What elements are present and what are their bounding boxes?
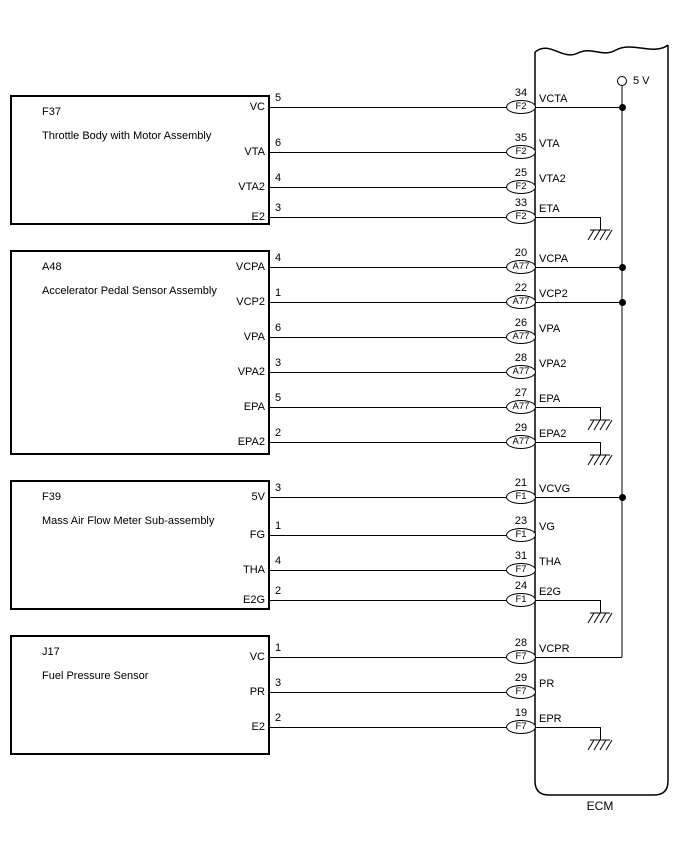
ecm-pin-number: 19 [514, 707, 528, 719]
ground-icon [587, 739, 613, 751]
ground-icon [587, 454, 613, 466]
ecm-signal-label: EPA2 [539, 428, 567, 440]
ecm-pin-number: 21 [514, 477, 528, 489]
ecm-pin-number: 29 [514, 672, 528, 684]
junction-dot [619, 299, 626, 306]
component-pin-label: EPA [243, 401, 265, 413]
component-name: Throttle Body with Motor Assembly [42, 130, 212, 142]
wire-line [270, 692, 535, 693]
component-pin-label: VTA2 [238, 181, 265, 193]
component-name: Accelerator Pedal Sensor Assembly [42, 285, 217, 297]
component-name: Fuel Pressure Sensor [42, 670, 149, 682]
supply-voltage-label: 5 V [633, 75, 650, 87]
wire-number: 4 [275, 172, 282, 184]
connector-badge: F7 [506, 685, 536, 699]
component-box-a48 [10, 250, 270, 455]
wire-line [270, 442, 600, 443]
ecm-pin-number: 28 [514, 637, 528, 649]
wire-line [270, 570, 535, 571]
wire-number: 2 [275, 585, 282, 597]
wire-number: 5 [275, 392, 282, 404]
ecm-signal-label: VPA [539, 323, 561, 335]
connector-badge: F7 [506, 650, 536, 664]
connector-badge: F2 [506, 210, 536, 224]
connector-badge: F7 [506, 563, 536, 577]
connector-badge: A77 [506, 435, 536, 449]
ecm-signal-label: ETA [539, 203, 560, 215]
ecm-signal-label: E2G [539, 586, 562, 598]
wire-number: 4 [275, 252, 282, 264]
wire-line [270, 107, 622, 108]
ecm-pin-number: 22 [514, 282, 528, 294]
ecm-pin-number: 35 [514, 132, 528, 144]
junction-dot [619, 104, 626, 111]
wire-number: 1 [275, 287, 282, 299]
ecm-signal-label: VTA2 [539, 173, 566, 185]
ecm-pin-number: 31 [514, 550, 528, 562]
connector-badge: F2 [506, 145, 536, 159]
connector-badge: A77 [506, 400, 536, 414]
wire-number: 1 [275, 642, 282, 654]
wire-line [270, 657, 622, 658]
component-box-f37 [10, 95, 270, 225]
wire-line [270, 727, 600, 728]
ecm-signal-label: VCVG [539, 483, 571, 495]
component-code: J17 [42, 646, 60, 658]
ground-icon [587, 419, 613, 431]
ecm-pin-number: 29 [514, 422, 528, 434]
connector-badge: A77 [506, 330, 536, 344]
wire-number: 3 [275, 677, 282, 689]
wire-line [270, 600, 600, 601]
connector-badge: F1 [506, 490, 536, 504]
wire-line [270, 407, 600, 408]
supply-terminal-icon [618, 77, 627, 86]
ecm-pin-number: 34 [514, 87, 528, 99]
wire-line [270, 187, 535, 188]
ecm-pin-number: 28 [514, 352, 528, 364]
component-pin-label: E2G [242, 594, 265, 606]
component-pin-label: VCPA [235, 261, 265, 273]
ecm-pin-number: 26 [514, 317, 528, 329]
ground-icon [587, 612, 613, 624]
component-code: A48 [42, 261, 62, 273]
component-name: Mass Air Flow Meter Sub-assembly [42, 515, 215, 527]
component-pin-label: VPA [243, 331, 265, 343]
connector-badge: A77 [506, 365, 536, 379]
wire-number: 3 [275, 202, 282, 214]
ecm-pin-number: 20 [514, 247, 528, 259]
ground-icon [587, 229, 613, 241]
wire-line [270, 535, 535, 536]
component-pin-label: PR [249, 686, 265, 698]
wire-number: 6 [275, 322, 282, 334]
ecm-signal-label: VPA2 [539, 358, 567, 370]
wire-number: 2 [275, 427, 282, 439]
connector-badge: F7 [506, 720, 536, 734]
wire-number: 4 [275, 555, 282, 567]
wire-number: 3 [275, 482, 282, 494]
wire-number: 5 [275, 92, 282, 104]
connector-badge: A77 [506, 260, 536, 274]
component-pin-label: VPA2 [237, 366, 265, 378]
wire-line [270, 497, 622, 498]
ecm-signal-label: VG [539, 521, 555, 533]
ecm-wavy-edge [535, 45, 668, 55]
component-pin-label: VC [249, 101, 265, 113]
ecm-signal-label: VCPA [539, 253, 569, 265]
ecm-pin-number: 33 [514, 197, 528, 209]
connector-badge: F1 [506, 593, 536, 607]
wire-number: 1 [275, 520, 282, 532]
ecm-signal-label: EPR [539, 713, 562, 725]
component-box-f39 [10, 480, 270, 610]
ecm-pin-number: 27 [514, 387, 528, 399]
connector-badge: F2 [506, 100, 536, 114]
wire-number: 2 [275, 712, 282, 724]
ecm-signal-label: VTA [539, 138, 560, 150]
connector-badge: A77 [506, 295, 536, 309]
wire-number: 3 [275, 357, 282, 369]
connector-badge: F2 [506, 180, 536, 194]
component-pin-label: 5V [251, 491, 265, 503]
ecm-pin-number: 24 [514, 580, 528, 592]
component-pin-label: EPA2 [237, 436, 265, 448]
component-code: F39 [42, 491, 61, 503]
ecm-signal-label: EPA [539, 393, 561, 405]
junction-dot [619, 494, 626, 501]
component-pin-label: VC [249, 651, 265, 663]
component-pin-label: E2 [251, 211, 265, 223]
component-pin-label: THA [243, 564, 265, 576]
ecm-label: ECM [586, 799, 614, 813]
wire-line [270, 337, 535, 338]
component-pin-label: E2 [251, 721, 265, 733]
wire-line [270, 267, 622, 268]
wire-line [270, 152, 535, 153]
component-code: F37 [42, 106, 61, 118]
wire-line [270, 302, 622, 303]
wire-line [270, 372, 535, 373]
connector-badge: F1 [506, 528, 536, 542]
ecm-pin-number: 23 [514, 515, 528, 527]
ecm-signal-label: VCP2 [539, 288, 568, 300]
ecm-signal-label: VCTA [539, 93, 568, 105]
ecm-signal-label: VCPR [539, 643, 570, 655]
ecm-signal-label: THA [539, 556, 561, 568]
ecm-pin-number: 25 [514, 167, 528, 179]
component-pin-label: VTA [244, 146, 265, 158]
junction-dot [619, 264, 626, 271]
component-pin-label: FG [249, 529, 265, 541]
component-pin-label: VCP2 [236, 296, 265, 308]
wire-line [270, 217, 600, 218]
wire-number: 6 [275, 137, 282, 149]
ecm-signal-label: PR [539, 678, 555, 690]
component-box-j17 [10, 635, 270, 755]
